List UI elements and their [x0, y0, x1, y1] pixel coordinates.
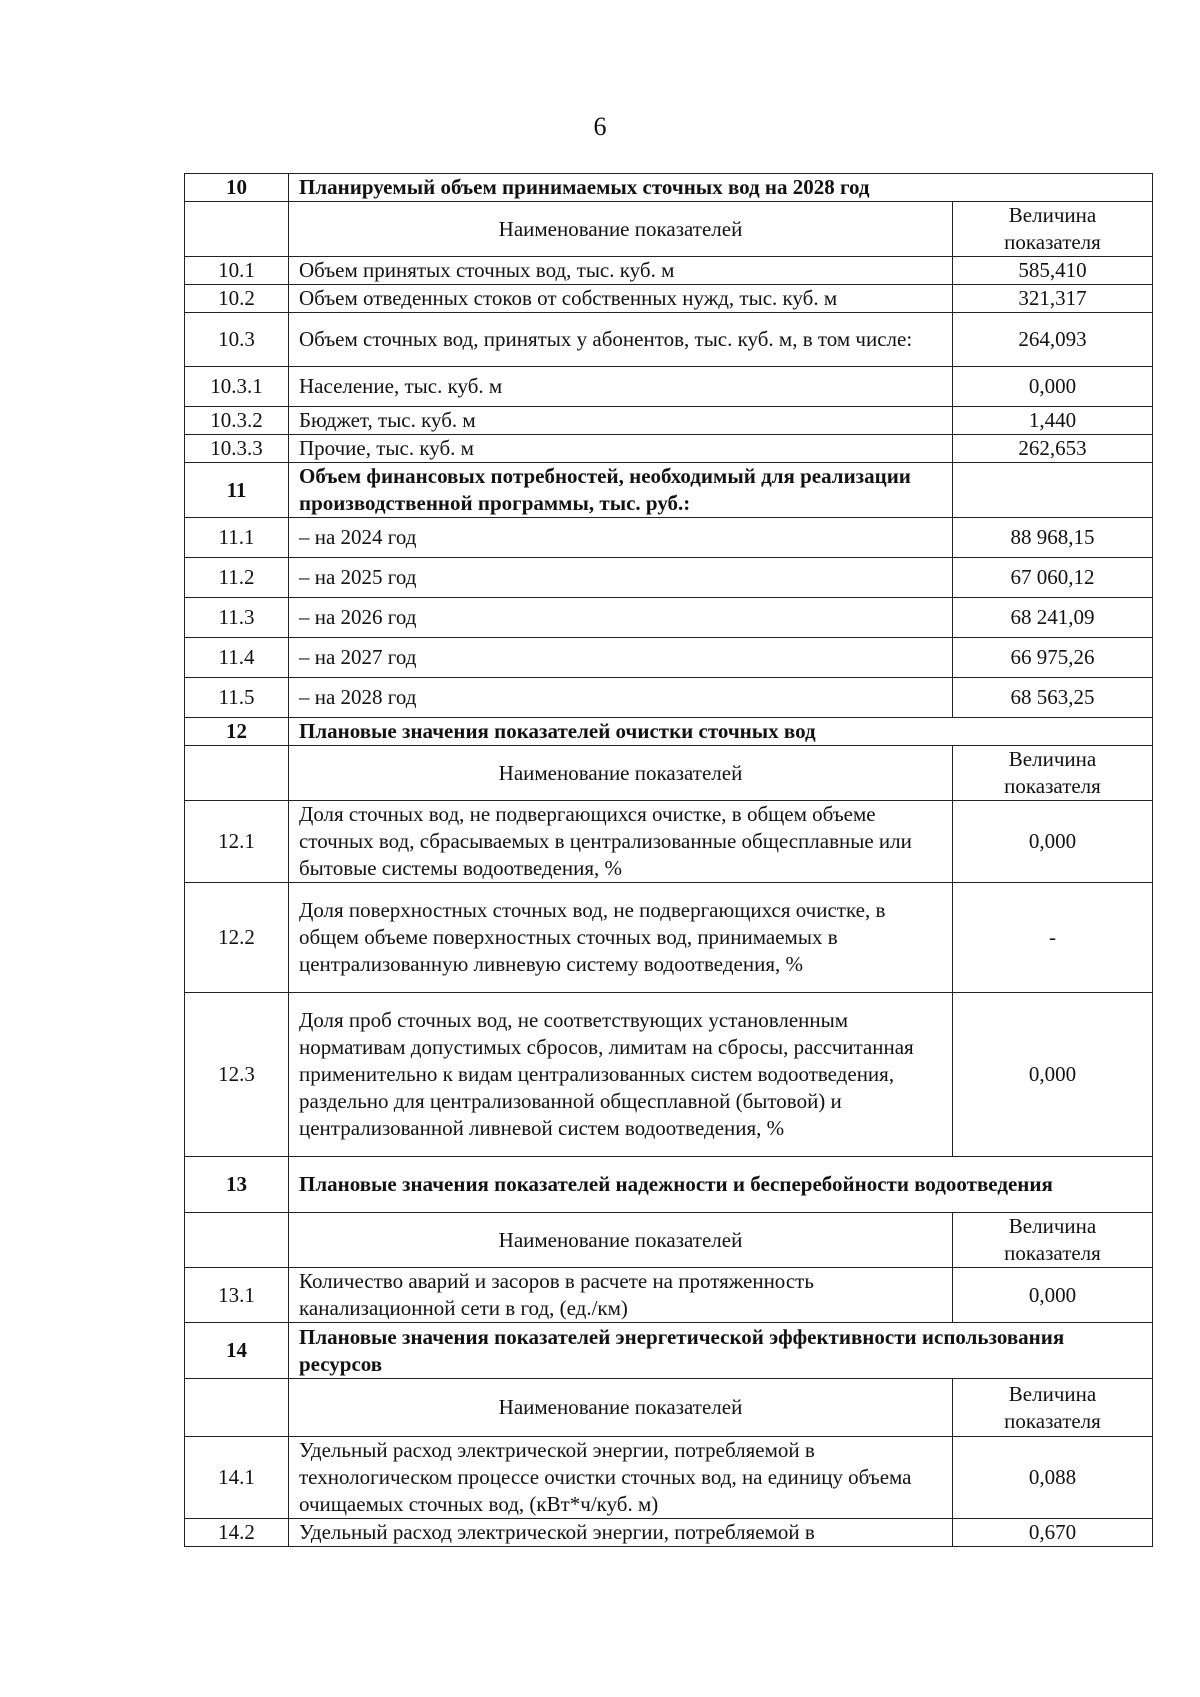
row-number: 12.3 — [185, 993, 289, 1157]
header-value: Величина показателя — [953, 1379, 1153, 1437]
row-number: 12.1 — [185, 801, 289, 883]
table-row — [185, 285, 1153, 313]
row-number: 10.3 — [185, 313, 289, 367]
table-row — [185, 257, 1153, 285]
row-name: Количество аварий и засоров в расчете на протяженность канализационной сети в год, (ед./км) — [289, 1268, 953, 1323]
row-name: Доля поверхностных сточных вод, не подвергающихся очистке, в общем объеме поверхностных сточных вод, принимаемых в централизованную ливневую систему водоотведения, % — [289, 883, 953, 993]
table-row — [185, 518, 1153, 558]
row-number: 11.4 — [185, 638, 289, 678]
row-name: Прочие, тыс. куб. м — [289, 435, 953, 463]
row-number: 13.1 — [185, 1268, 289, 1323]
header-row-10 — [185, 202, 1153, 257]
table-row — [185, 993, 1153, 1157]
row-name: Доля проб сточных вод, не соответствующих установленным нормативам допустимых сбросов, лимитам на сбросы, рассчитанная применительно к видам централизованных систем водоотведения, раздельно для централизованной общесплавной (бытовой) и централизованной ливневой систем водоотведения, % — [289, 993, 953, 1157]
table-row — [185, 367, 1153, 407]
header-value: Величина показателя — [953, 746, 1153, 801]
row-value: 262,653 — [953, 435, 1153, 463]
row-number: 12.2 — [185, 883, 289, 993]
header-name: Наименование показателей — [289, 1213, 953, 1268]
header-name: Наименование показателей — [289, 202, 953, 257]
header-row-13 — [185, 1213, 1153, 1268]
section-value-empty — [953, 463, 1153, 518]
row-name: – на 2024 год — [289, 518, 953, 558]
row-number: 14.1 — [185, 1437, 289, 1519]
row-number: 10.2 — [185, 285, 289, 313]
row-name: – на 2028 год — [289, 678, 953, 718]
table-row — [185, 678, 1153, 718]
row-value: 0,088 — [953, 1437, 1153, 1519]
table-row — [185, 801, 1153, 883]
section-title: Плановые значения показателей надежности и бесперебойности водоотведения — [289, 1157, 1153, 1213]
row-value: 68 241,09 — [953, 598, 1153, 638]
row-number: 11.3 — [185, 598, 289, 638]
table-row — [185, 598, 1153, 638]
row-value: 68 563,25 — [953, 678, 1153, 718]
header-name: Наименование показателей — [289, 746, 953, 801]
row-name: Население, тыс. куб. м — [289, 367, 953, 407]
row-name: Объем отведенных стоков от собственных нужд, тыс. куб. м — [289, 285, 953, 313]
header-number-empty — [185, 1379, 289, 1437]
table-row — [185, 638, 1153, 678]
row-number: 10.3.2 — [185, 407, 289, 435]
row-number: 10.3.1 — [185, 367, 289, 407]
table-row — [185, 883, 1153, 993]
header-number-empty — [185, 746, 289, 801]
row-name: – на 2027 год — [289, 638, 953, 678]
row-name: – на 2026 год — [289, 598, 953, 638]
row-number: 11.1 — [185, 518, 289, 558]
indicators-table — [184, 173, 1153, 1547]
row-value: 0,670 — [953, 1519, 1153, 1547]
row-number: 11.2 — [185, 558, 289, 598]
header-name: Наименование показателей — [289, 1379, 953, 1437]
row-value: 0,000 — [953, 801, 1153, 883]
header-number-empty — [185, 1213, 289, 1268]
section-title: Объем финансовых потребностей, необходимый для реализации производственной программы, тыс. руб.: — [289, 463, 953, 518]
row-value: 0,000 — [953, 993, 1153, 1157]
row-number: 14.2 — [185, 1519, 289, 1547]
indicators-table-body — [185, 174, 1153, 1547]
row-value: 585,410 — [953, 257, 1153, 285]
row-name: Доля сточных вод, не подвергающихся очистке, в общем объеме сточных вод, сбрасываемых в централизованные общесплавные или бытовые системы водоотведения, % — [289, 801, 953, 883]
row-value: - — [953, 883, 1153, 993]
row-name: Объем принятых сточных вод, тыс. куб. м — [289, 257, 953, 285]
section-number: 14 — [185, 1323, 289, 1379]
row-value: 0,000 — [953, 1268, 1153, 1323]
row-name: Удельный расход электрической энергии, потребляемой в технологическом процессе очистки сточных вод, на единицу объема очищаемых сточных вод, (кВт*ч/куб. м) — [289, 1437, 953, 1519]
table-row — [185, 1268, 1153, 1323]
section-number: 10 — [185, 174, 289, 202]
section-number: 12 — [185, 718, 289, 746]
section-row-14 — [185, 1323, 1153, 1379]
row-name: – на 2025 год — [289, 558, 953, 598]
row-number: 10.1 — [185, 257, 289, 285]
table-row — [185, 313, 1153, 367]
row-value: 0,000 — [953, 367, 1153, 407]
row-value: 66 975,26 — [953, 638, 1153, 678]
section-number: 11 — [185, 463, 289, 518]
table-row — [185, 1437, 1153, 1519]
section-title: Плановые значения показателей очистки сточных вод — [289, 718, 1153, 746]
section-row-13 — [185, 1157, 1153, 1213]
header-value: Величина показателя — [953, 202, 1153, 257]
row-value: 67 060,12 — [953, 558, 1153, 598]
section-row-10 — [185, 174, 1153, 202]
header-row-12 — [185, 746, 1153, 801]
section-row-11 — [185, 463, 1153, 518]
row-value: 88 968,15 — [953, 518, 1153, 558]
section-title: Плановые значения показателей энергетической эффективности использования ресурсов — [289, 1323, 1153, 1379]
header-number-empty — [185, 202, 289, 257]
row-name: Объем сточных вод, принятых у абонентов, тыс. куб. м, в том числе: — [289, 313, 953, 367]
header-value: Величина показателя — [953, 1213, 1153, 1268]
row-value: 264,093 — [953, 313, 1153, 367]
section-title: Планируемый объем принимаемых сточных вод на 2028 год — [289, 174, 1153, 202]
table-row — [185, 1519, 1153, 1547]
page-number: 6 — [593, 112, 607, 141]
row-value: 321,317 — [953, 285, 1153, 313]
section-number: 13 — [185, 1157, 289, 1213]
table-row — [185, 558, 1153, 598]
row-value: 1,440 — [953, 407, 1153, 435]
header-row-14 — [185, 1379, 1153, 1437]
table-row — [185, 435, 1153, 463]
table-row — [185, 407, 1153, 435]
row-number: 11.5 — [185, 678, 289, 718]
section-row-12 — [185, 718, 1153, 746]
row-name: Удельный расход электрической энергии, потребляемой в — [289, 1519, 953, 1547]
row-name: Бюджет, тыс. куб. м — [289, 407, 953, 435]
row-number: 10.3.3 — [185, 435, 289, 463]
